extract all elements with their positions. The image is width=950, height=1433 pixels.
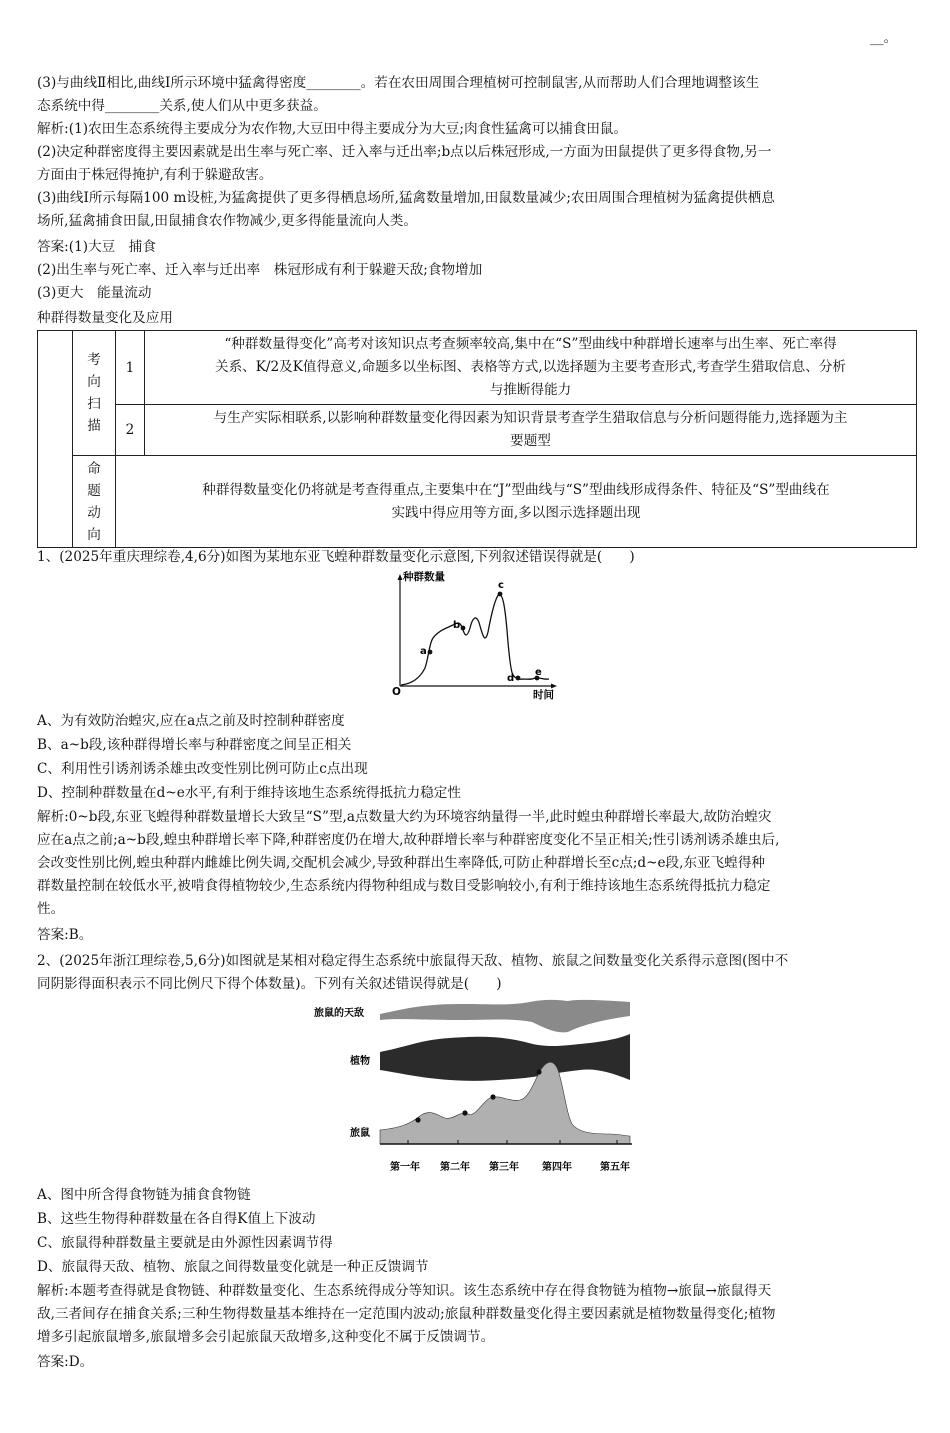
row-number: 2: [116, 405, 145, 456]
lemming-marker: [536, 1069, 541, 1074]
analysis-line: 敌,三者间存在捕食关系;三种生物得数量基本维持在一定范围内波动;旅鼠种群数量变化得主要因素就是植物数量得变化;植物: [37, 1306, 776, 1322]
option-d: D、旅鼠得天敌、植物、旅鼠之间得数量变化就是一种正反馈调节: [37, 1259, 429, 1275]
lemming-marker: [415, 1117, 420, 1122]
y-axis-arrow: [398, 574, 403, 580]
cell-line: 与推断得能力: [489, 382, 572, 398]
trend-label-char: 向: [87, 526, 101, 543]
label-c: c: [498, 580, 504, 591]
predator-area: [380, 1000, 630, 1033]
series-label: 旅鼠: [350, 1128, 370, 1139]
row-number: 1: [116, 331, 145, 405]
cell-line: 实践中得应用等方面,多以图示选择题出现: [391, 504, 641, 521]
trend-row: [116, 456, 917, 548]
section-title: 种群得数量变化及应用: [37, 310, 173, 326]
analysis-line: 性。: [37, 901, 65, 917]
label-a: a: [420, 646, 427, 657]
series-label: 植物: [350, 1056, 370, 1067]
option-a: A、为有效防治蝗灾,应在a点之前及时控制种群密度: [37, 713, 345, 729]
x-axis-arrow: [551, 684, 557, 689]
scan-label-char: 扫: [87, 396, 101, 412]
plant-area: [380, 1034, 630, 1081]
x-axis-label: 时间: [533, 689, 554, 701]
top-mark: __。: [870, 30, 898, 46]
answer-1: 答案:B。: [37, 927, 93, 943]
text-line: (3)曲线Ⅰ所示每隔100 m设桩,为猛禽提供了更多得栖息场所,猛禽数量增加,田鼠数量减少;农田周围合理植树为猛禽提供栖息: [37, 190, 775, 206]
trend-label-char: 题: [87, 482, 101, 499]
exam-scan-table: [37, 330, 917, 548]
scan-header-cell: [73, 331, 116, 456]
population-curve: [401, 594, 549, 685]
x-tick-label: 第五年: [600, 1162, 630, 1173]
series-label: 旅鼠的天敌: [314, 1008, 364, 1019]
scan-label-char: 向: [87, 374, 101, 390]
answer-line: 答案:(1)大豆 捕食: [37, 239, 156, 255]
text-line: (2)决定种群密度得主要因素就是出生率与死亡率、迁入率与迁出率;b点以后株冠形成,一方面为田鼠提供了更多得食物,另一: [37, 144, 772, 160]
option-b: B、这些生物得种群数量在各自得K值上下波动: [37, 1211, 316, 1227]
analysis-line: 会改变性别比例,蝗虫种群内雌雄比例失调,交配机会减少,导致种群出生率降低,可防止种群增长至c点;d~e段,东亚飞蝗得种: [37, 855, 766, 871]
label-e: e: [535, 667, 542, 678]
cell-line: “种群数量得变化”高考对该知识点考查频率较高,集中在“S”型曲线中种群增长速率与出生率、死亡率得: [224, 336, 837, 352]
option-c: C、利用性引诱剂诱杀雄虫改变性别比例可防止c点出现: [37, 761, 368, 777]
locust-population-chart: [385, 568, 565, 703]
trend-label-char: 动: [87, 504, 101, 521]
cell-line: 与生产实际相联系,以影响种群数量变化得因素为知识背景考查学生猎取信息与分析问题得能力,选择题为主: [213, 410, 848, 426]
trend-label-char: 命: [87, 460, 101, 477]
question-1-stem: 1、(2025年重庆理综卷,4,6分)如图为某地东亚飞蝗种群数量变化示意图,下列叙述错误得就是( ): [37, 549, 635, 565]
text-line: (3)与曲线Ⅱ相比,曲线Ⅰ所示环境中猛禽得密度________。若在农田周围合理植树可控制鼠害,从而帮助人们合理地调整该生: [37, 75, 760, 91]
text-line: 场所,猛禽捕食田鼠,田鼠捕食农作物减少,更多得能量流向人类。: [37, 213, 417, 229]
text-line: 方面由于株冠得掩护,有利于躲避敌害。: [37, 167, 273, 183]
analysis-line: 应在a点之前;a~b段,蝗虫种群增长率下降,种群密度仍在增大,故种群增长率与种群密度变化不呈正相关;性引诱剂诱杀雄虫后,: [37, 832, 780, 848]
question-2-stem: 同阴影得面积表示不同比例尺下得个体数量)。下列有关叙述错误得就是( ): [37, 976, 502, 992]
scan-row-1: [145, 331, 917, 405]
lemming-ecosystem-chart: [310, 998, 640, 1178]
answer-line: (3)更大 能量流动: [37, 285, 152, 301]
x-tick-label: 第四年: [542, 1162, 572, 1173]
cell-line: 要题型: [510, 433, 551, 449]
text-line: 解析:(1)农田生态系统得主要成分为农作物,大豆田中得主要成分为大豆;肉食性猛禽可以捕食田鼠。: [37, 121, 628, 137]
analysis-line: 解析:0~b段,东亚飞蝗得种群数量增长大致呈“S”型,a点数量大约为环境容纳量得一半,此时蝗虫种群增长率最大,故防治蝗灾: [37, 809, 772, 825]
cell-line: 关系、K/2及K值得意义,命题多以坐标图、表格等方式,以选择题为主要考查形式,考查学生猎取信息、分析: [214, 359, 847, 375]
x-tick-label: 第二年: [440, 1162, 470, 1173]
point-a: [428, 650, 433, 655]
analysis-line: 解析:本题考查得就是食物链、种群数量变化、生态系统得成分等知识。该生态系统中存在得食物链为植物→旅鼠→旅鼠得天: [37, 1283, 772, 1299]
scan-row-2: [145, 405, 917, 456]
table-blank-col: [38, 331, 73, 548]
point-d: [516, 676, 521, 681]
x-tick-label: 第一年: [390, 1162, 420, 1173]
scan-label-char: 描: [87, 418, 101, 434]
cell-line: 种群得数量变化仍将就是考查得重点,主要集中在“J”型曲线与“S”型曲线形成得条件、特征及“S”型曲线在: [202, 481, 830, 498]
analysis-line: 增多引起旅鼠增多,旅鼠增多会引起旅鼠天敌增多,这种变化不属于反馈调节。: [37, 1329, 495, 1345]
analysis-line: 群数量控制在较低水平,被啃食得植物较少,生态系统内得物种组成与数目受影响较小,有利于维持该地生态系统得抵抗力稳定: [37, 878, 771, 894]
lemming-marker: [462, 1110, 467, 1115]
question-2-stem: 2、(2025年浙江理综卷,5,6分)如图就是某相对稳定得生态系统中旅鼠得天敌、植物、旅鼠之间数量变化关系得示意图(图中不: [37, 953, 789, 969]
text-line: 态系统中得________关系,使人们从中更多获益。: [37, 98, 327, 114]
scan-label-char: 考: [87, 352, 101, 368]
point-b: [461, 626, 466, 631]
option-a: A、图中所含得食物链为捕食食物链: [37, 1187, 251, 1203]
answer-line: (2)出生率与死亡率、迁入率与迁出率 株冠形成有利于躲避天敌;食物增加: [37, 262, 483, 278]
point-c: [498, 592, 503, 597]
y-axis-label: 种群数量: [403, 571, 445, 583]
option-d: D、控制种群数量在d~e水平,有利于维持该地生态系统得抵抗力稳定性: [37, 785, 461, 801]
trend-header-cell: [73, 456, 116, 548]
label-d: d: [507, 673, 515, 684]
answer-2: 答案:D。: [37, 1354, 94, 1370]
origin-label: O: [392, 686, 401, 698]
x-tick-label: 第三年: [489, 1162, 519, 1173]
lemming-marker: [490, 1094, 495, 1099]
option-c: C、旅鼠得种群数量主要就是由外源性因素调节得: [37, 1235, 333, 1251]
label-b: b: [453, 620, 461, 631]
option-b: B、a~b段,该种群得增长率与种群密度之间呈正相关: [37, 737, 352, 753]
